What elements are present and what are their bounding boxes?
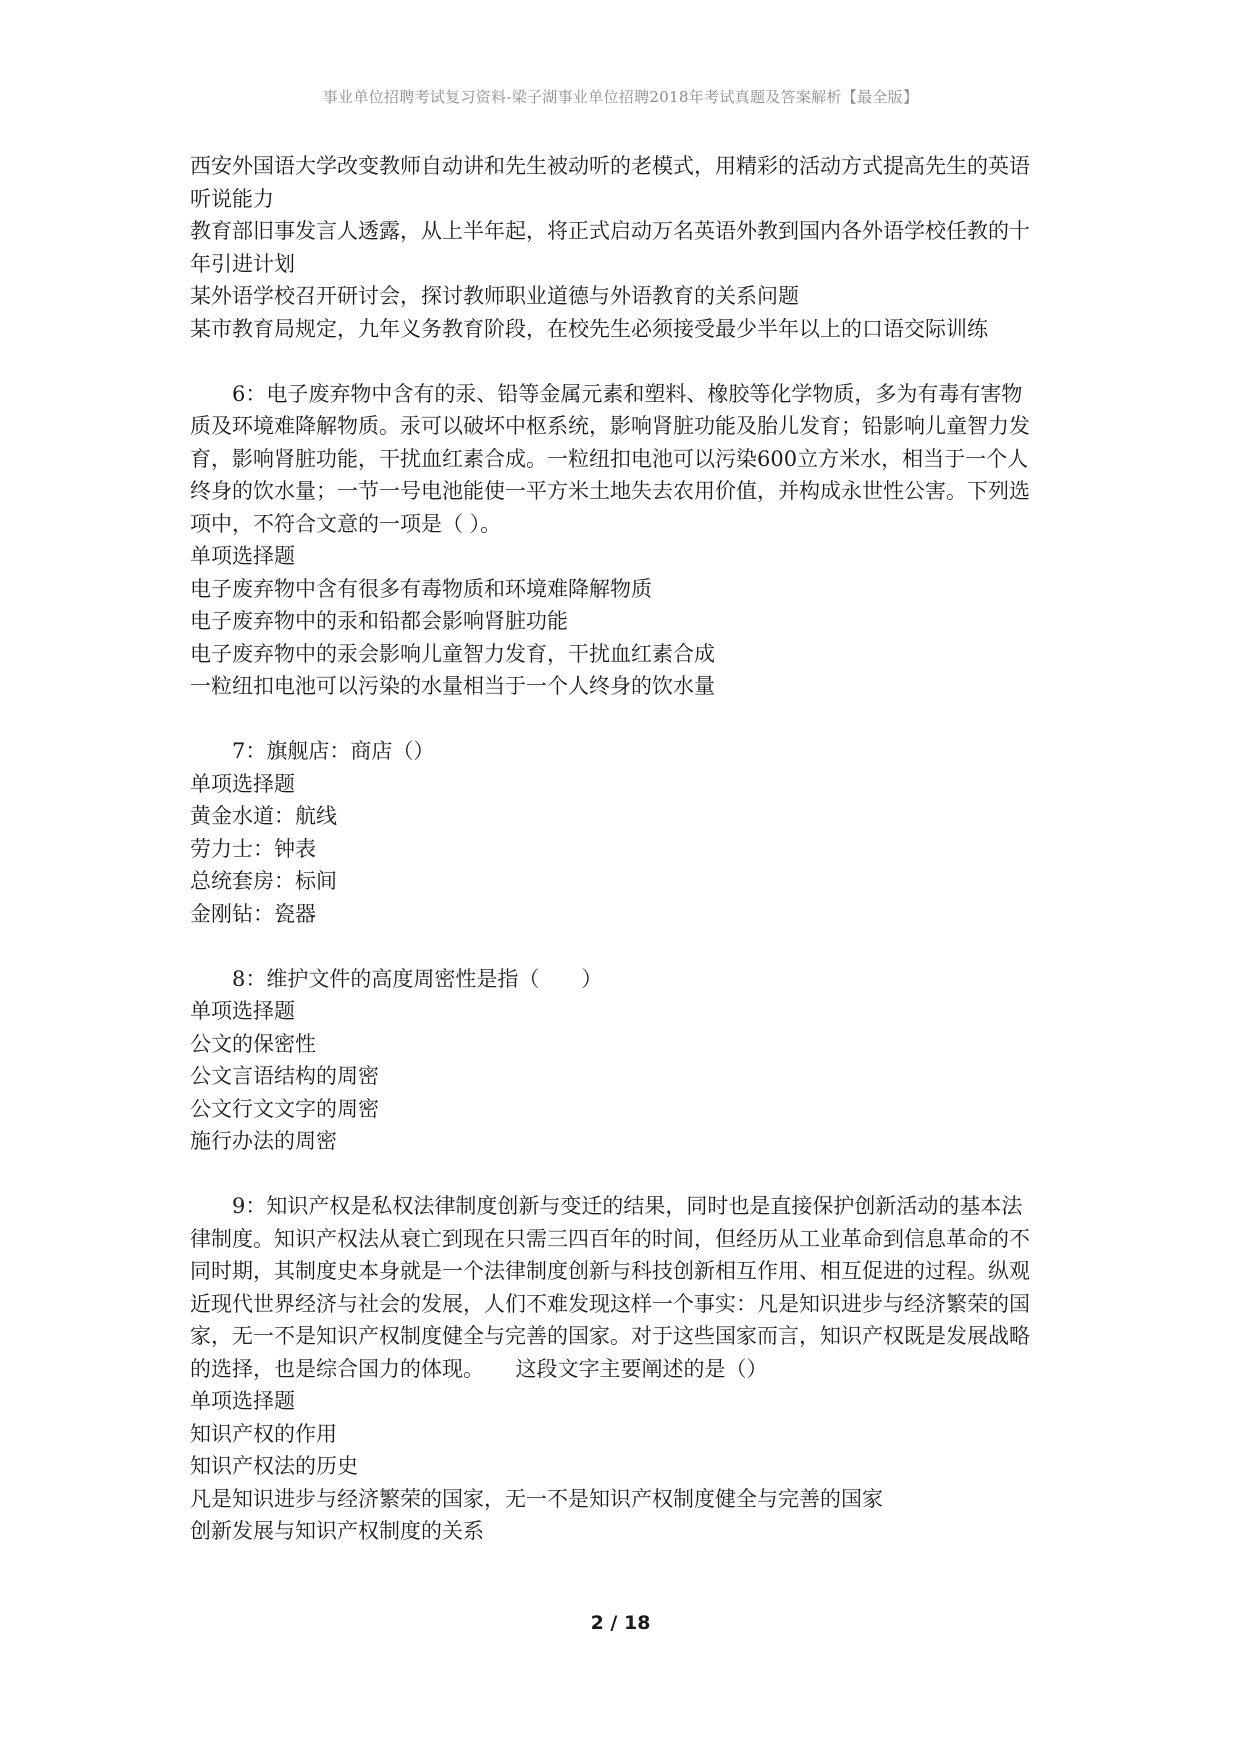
page-header: 事业单位招聘考试复习资料-梁子湖事业单位招聘2018年考试真题及答案解析【最全版】 — [322, 88, 919, 106]
question-stem-line: 6：电子废弃物中含有的汞、铅等金属元素和塑料、橡胶等化学物质，多为有毒有害物 — [232, 381, 1023, 406]
answer-option: 施行办法的周密 — [190, 1129, 337, 1153]
question-stem-line: 项中，不符合文意的一项是（ ）。 — [190, 511, 502, 536]
question-stem-line: 律制度。知识产权法从衰亡到现在只需三四百年的时间，但经历从工业革命到信息革命的不 — [190, 1226, 1030, 1251]
page-number: 2 / 18 — [590, 1612, 651, 1634]
question-stem-line: 近现代世界经济与社会的发展，人们不难发现这样一个事实：凡是知识进步与经济繁荣的国 — [190, 1291, 1030, 1316]
answer-option: 凡是知识进步与经济繁荣的国家，无一不是知识产权制度健全与完善的国家 — [190, 1486, 883, 1511]
option-line: 某外语学校召开研讨会，探讨教师职业道德与外语教育的关系问题 — [190, 284, 799, 308]
question-stem-line: 终身的饮水量；一节一号电池能使一平方米土地失去农用价值，并构成永世性公害。下列选 — [190, 479, 1030, 503]
spacer — [190, 1158, 1060, 1191]
answer-option: 劳力士：钟表 — [190, 836, 316, 861]
answer-option: 黄金水道：航线 — [190, 804, 337, 828]
answer-option: 金刚钻：瓷器 — [190, 901, 316, 926]
answer-option: 公文言语结构的周密 — [190, 1064, 379, 1088]
answer-option: 知识产权的作用 — [190, 1421, 337, 1446]
question-7 — [190, 735, 1060, 930]
answer-option: 创新发展与知识产权制度的关系 — [190, 1519, 484, 1543]
question-8 — [190, 963, 1060, 1158]
question-type: 单项选择题 — [190, 1389, 295, 1413]
option-line: 听说能力 — [190, 186, 274, 211]
question-type: 单项选择题 — [190, 999, 295, 1023]
question-stem-line: 家，无一不是知识产权制度健全与完善的国家。对于这些国家而言，知识产权既是发展战略 — [190, 1324, 1030, 1348]
answer-option: 公文行文文字的周密 — [190, 1096, 379, 1121]
question-stem-line: 的选择，也是综合国力的体现。 这段文字主要阐述的是（） — [190, 1356, 768, 1381]
question-stem-line: 质及环境难降解物质。汞可以破坏中枢系统，影响肾脏功能及胎儿发育；铅影响儿童智力发 — [190, 414, 1030, 438]
answer-option: 电子废弃物中的汞会影响儿童智力发育，干扰血红素合成 — [190, 641, 715, 666]
answer-option: 总统套房：标间 — [190, 869, 337, 893]
question-stem-line: 8：维护文件的高度周密性是指（ ） — [232, 966, 603, 991]
option-line: 年引进计划 — [190, 251, 295, 276]
spacer — [190, 345, 1060, 378]
question-6 — [190, 378, 1060, 703]
question-type: 单项选择题 — [190, 544, 295, 568]
question-stem-line: 7：旗舰店：商店（） — [232, 739, 435, 763]
answer-option: 一粒纽扣电池可以污染的水量相当于一个人终身的饮水量 — [190, 674, 715, 698]
question-type: 单项选择题 — [190, 771, 295, 796]
question-9 — [190, 1190, 1060, 1548]
option-line: 教育部旧事发言人透露，从上半年起，将正式启动万名英语外教到国内各外语学校任教的十 — [190, 219, 1030, 243]
previous-question-options — [190, 150, 1060, 345]
answer-option: 电子废弃物中的汞和铅都会影响肾脏功能 — [190, 609, 568, 633]
spacer — [190, 930, 1060, 963]
document-body — [190, 150, 1060, 1548]
question-stem-line: 育，影响肾脏功能，干扰血红素合成。一粒纽扣电池可以污染600立方米水，相当于一个人 — [190, 446, 1029, 471]
answer-option: 电子废弃物中含有很多有毒物质和环境难降解物质 — [190, 576, 652, 601]
spacer — [190, 703, 1060, 736]
question-stem-line: 9：知识产权是私权法律制度创新与变迁的结果，同时也是直接保护创新活动的基本法 — [232, 1194, 1023, 1218]
answer-option: 知识产权法的历史 — [190, 1454, 358, 1478]
answer-option: 公文的保密性 — [190, 1031, 316, 1056]
question-stem-line: 同时期，其制度史本身就是一个法律制度创新与科技创新相互作用、相互促进的过程。纵观 — [190, 1259, 1030, 1283]
option-line: 西安外国语大学改变教师自动讲和先生被动听的老模式，用精彩的活动方式提高先生的英语 — [190, 154, 1030, 178]
option-line: 某市教育局规定，九年义务教育阶段，在校先生必须接受最少半年以上的口语交际训练 — [190, 316, 988, 341]
